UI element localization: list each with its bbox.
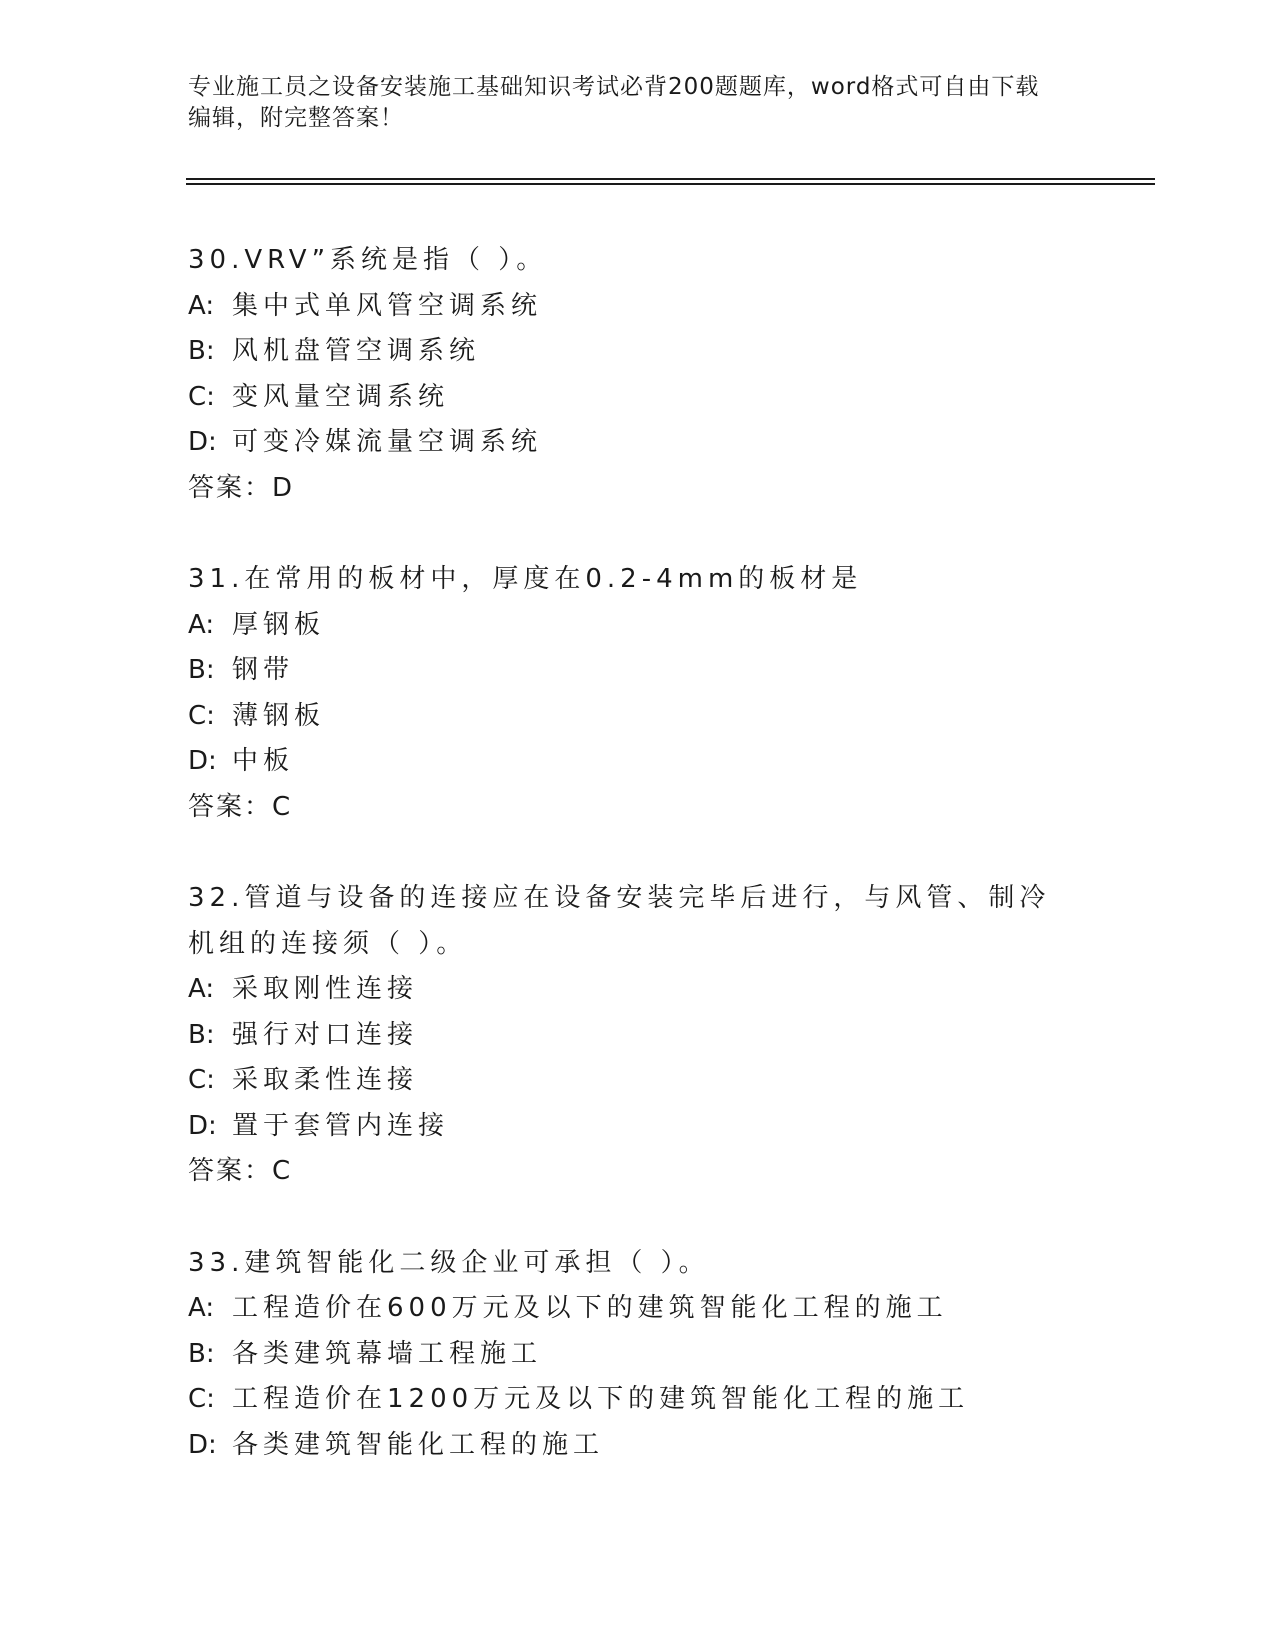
answer-label: 答案： (188, 791, 273, 822)
question-stem: 33.建筑智能化二级企业可承担（ ）。 (188, 1247, 710, 1278)
option-text: 变风量空调系统 (232, 381, 450, 412)
answer-line (188, 1149, 1088, 1195)
option-c (188, 694, 1088, 740)
option-key: B: (188, 336, 215, 366)
option-key: B: (188, 1019, 215, 1050)
answer-value: C (272, 791, 293, 822)
answer-label: 答案： (188, 472, 273, 503)
option-key: C: (188, 1065, 215, 1095)
header-divider-top (186, 178, 1155, 180)
option-text: 中板 (232, 746, 295, 776)
header-divider-bottom (186, 183, 1155, 185)
question-32 (188, 876, 1088, 1195)
answer-value: C (272, 1156, 293, 1186)
option-key: B: (188, 655, 215, 685)
answer-line (188, 785, 1088, 831)
option-c (188, 1058, 1088, 1104)
option-key: B: (188, 1338, 215, 1369)
option-text: 风机盘管空调系统 (232, 336, 481, 366)
question-31 (188, 557, 1088, 830)
question-stem: 30.VRV”系统是指（ ）。 (188, 245, 548, 275)
option-d (188, 1104, 1088, 1150)
option-text: 钢带 (232, 655, 295, 685)
option-key: A: (188, 974, 215, 1004)
option-key: C: (188, 700, 215, 731)
option-key: A: (188, 1293, 215, 1323)
option-text: 工程造价在1200万元及以下的建筑智能化工程的施工 (232, 1384, 970, 1414)
option-key: D: (188, 427, 217, 457)
option-a (188, 1286, 1088, 1332)
option-key: D: (188, 1110, 217, 1141)
question-30 (188, 238, 1088, 511)
option-key: D: (188, 746, 217, 776)
option-key: C: (188, 381, 215, 412)
option-a (188, 967, 1088, 1013)
question-stem: 32.管道与设备的连接应在设备安装完毕后进行，与风管、制冷机组的连接须（ ）。 (188, 883, 1051, 959)
option-c (188, 1377, 1088, 1423)
option-c (188, 375, 1088, 421)
option-a (188, 603, 1088, 649)
option-b (188, 1332, 1088, 1378)
option-text: 采取刚性连接 (232, 974, 419, 1004)
option-a (188, 284, 1088, 330)
option-text: 各类建筑幕墙工程施工 (232, 1338, 543, 1369)
option-text: 各类建筑智能化工程的施工 (232, 1429, 605, 1460)
option-key: A: (188, 609, 215, 640)
header-line-2: 编辑，附完整答案！ (188, 105, 404, 131)
document-header (188, 72, 1088, 134)
option-key: D: (188, 1429, 217, 1460)
option-b (188, 648, 1088, 694)
option-d (188, 1423, 1088, 1469)
option-text: 强行对口连接 (232, 1019, 419, 1050)
option-text: 薄钢板 (232, 700, 326, 731)
option-text: 集中式单风管空调系统 (232, 290, 543, 321)
option-b (188, 329, 1088, 375)
question-list (188, 238, 1088, 1514)
option-text: 置于套管内连接 (232, 1110, 450, 1141)
answer-label: 答案： (188, 1156, 273, 1186)
question-33 (188, 1241, 1088, 1469)
option-text: 可变冷媒流量空调系统 (232, 427, 543, 457)
option-text: 工程造价在600万元及以下的建筑智能化工程的施工 (232, 1293, 948, 1323)
option-text: 采取柔性连接 (232, 1065, 419, 1095)
answer-value: D (272, 472, 295, 503)
option-b (188, 1013, 1088, 1059)
option-key: A: (188, 290, 215, 321)
option-d (188, 739, 1088, 785)
header-line-1: 专业施工员之设备安装施工基础知识考试必背200题题库，word格式可自由下载 (188, 74, 1040, 100)
option-text: 厚钢板 (232, 609, 326, 640)
question-stem: 31.在常用的板材中，厚度在0.2-4mm的板材是 (188, 564, 863, 594)
option-key: C: (188, 1384, 215, 1414)
option-d (188, 420, 1088, 466)
answer-line (188, 466, 1088, 512)
